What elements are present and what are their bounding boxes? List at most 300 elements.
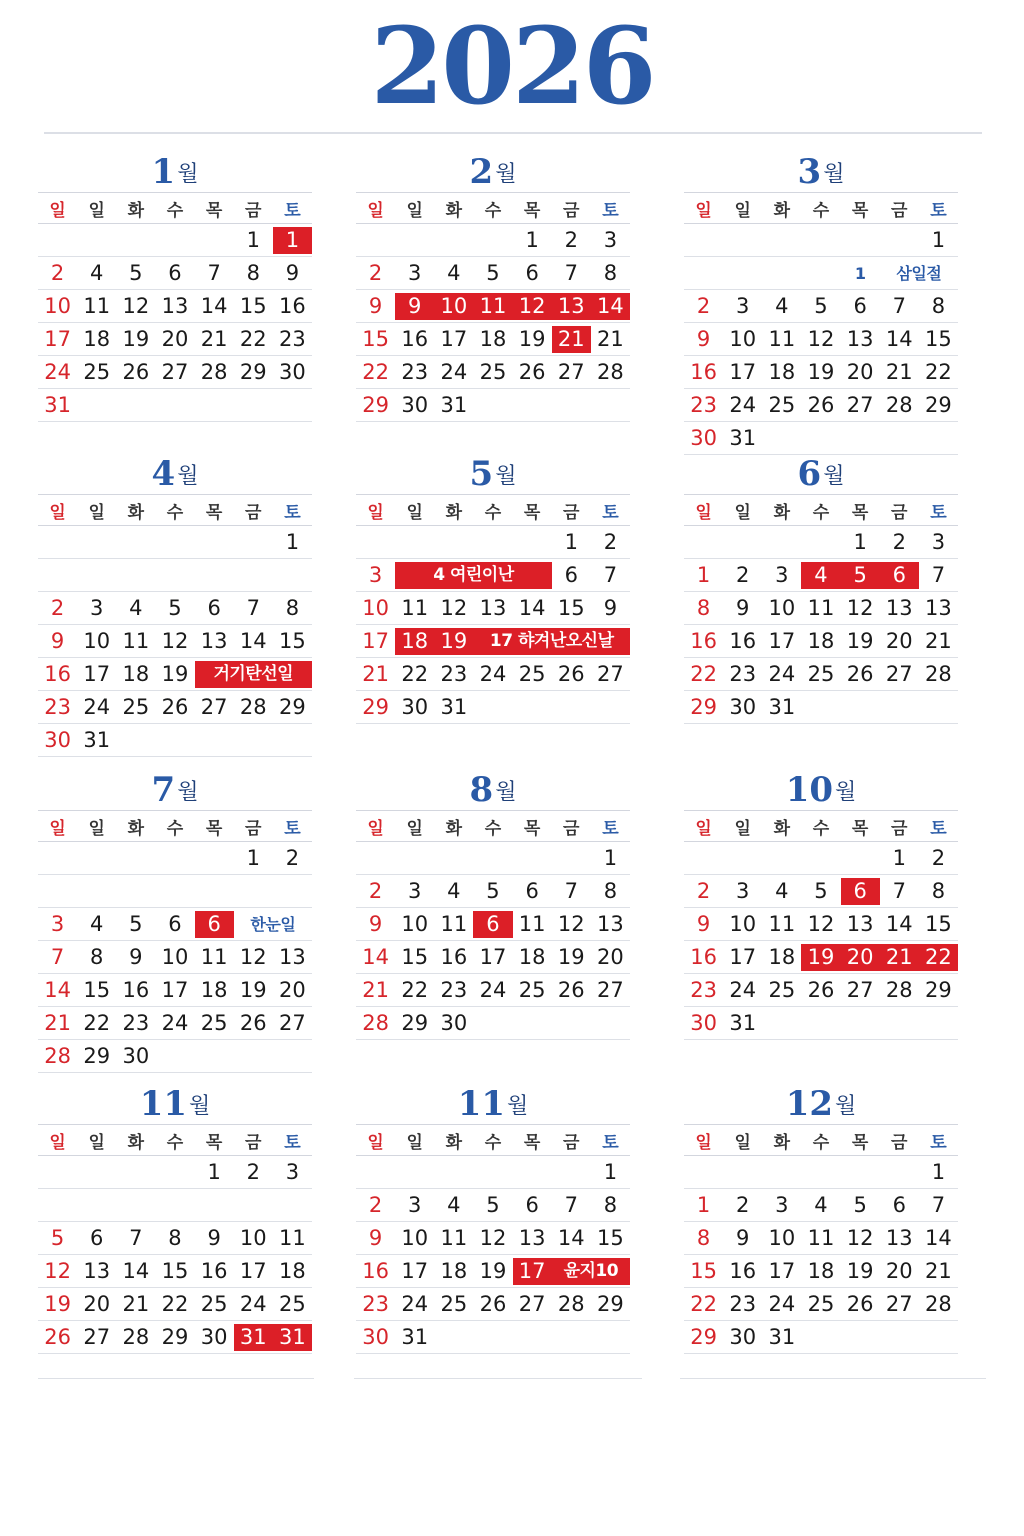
day-cell xyxy=(552,845,591,872)
day-cell: 28 xyxy=(239,694,267,719)
weekday-label: 일 xyxy=(406,502,423,523)
day-cell: 23 xyxy=(690,977,717,1002)
day-cell: 31 xyxy=(83,727,111,752)
week-row xyxy=(38,1007,312,1040)
holiday-label: 거기탄선일 xyxy=(195,661,312,688)
day-cell: 1 xyxy=(603,845,618,870)
day-cell: 2 xyxy=(696,878,711,903)
day-cell: 6 xyxy=(473,911,512,938)
day-cell xyxy=(723,845,762,872)
weekday-label: 수 xyxy=(812,502,830,523)
day-cell: 14 xyxy=(557,1225,585,1250)
week-row xyxy=(356,1222,630,1255)
day-cell: 28 xyxy=(885,977,913,1002)
day-cell: 18 xyxy=(807,1258,835,1283)
day-cell: 13 xyxy=(83,1258,111,1283)
weekday-label: 목 xyxy=(523,818,541,839)
day-cell: 9 xyxy=(368,293,383,318)
day-cell: 14 xyxy=(239,628,267,653)
day-cell: 15 xyxy=(362,326,389,351)
day-cell: 16 xyxy=(122,977,150,1002)
empty-cell xyxy=(116,727,312,754)
day-cell: 21 xyxy=(925,1258,952,1283)
day-cell: 21 xyxy=(362,661,389,686)
day-cell: 1 xyxy=(564,529,578,554)
month-title xyxy=(38,146,312,192)
day-cell: 26 xyxy=(807,392,835,417)
weekday-label: 화 xyxy=(445,200,463,221)
weekday-label: 수 xyxy=(812,1132,830,1153)
empty-cell xyxy=(155,1043,312,1070)
day-cell: 24 xyxy=(768,1291,796,1316)
day-cell: 13 xyxy=(846,326,874,351)
month-unit: 월 xyxy=(507,1094,529,1119)
day-cell: 2 xyxy=(50,595,65,620)
day-cell: 17 xyxy=(440,326,468,351)
week-row xyxy=(356,1288,630,1321)
day-cell: 28 xyxy=(597,359,624,384)
weekday-label: 일 xyxy=(695,200,712,221)
day-cell xyxy=(801,260,840,287)
month-number: 11 xyxy=(457,1084,506,1124)
week-row xyxy=(38,592,312,625)
day-cell: 27 xyxy=(279,1010,306,1035)
day-cell: 2 xyxy=(736,562,750,587)
week-row xyxy=(38,908,312,941)
weekday-label: 일 xyxy=(367,1132,384,1153)
day-cell: 6 xyxy=(525,1192,539,1217)
weekday-label: 토 xyxy=(930,818,947,839)
day-cell: 2 xyxy=(564,227,578,252)
week-row xyxy=(356,941,630,974)
day-cell: 10 xyxy=(161,944,189,969)
day-cell: 13 xyxy=(597,911,624,936)
weekday-label: 토 xyxy=(930,502,947,523)
day-cell: 16 xyxy=(690,628,717,653)
day-cell: 18 xyxy=(807,628,835,653)
month-block xyxy=(684,764,958,1040)
empty-cell xyxy=(38,1192,312,1219)
day-cell: 6 xyxy=(892,1192,906,1217)
day-cell: 1 xyxy=(207,1159,221,1184)
day-cell: 29 xyxy=(83,1043,111,1068)
weekday-label: 일 xyxy=(49,1132,66,1153)
month-number: 1 xyxy=(151,152,176,192)
day-cell xyxy=(116,1159,155,1186)
day-cell: 23 xyxy=(440,661,468,686)
day-cell: 16 xyxy=(729,628,757,653)
week-row xyxy=(38,974,312,1007)
week-row xyxy=(356,592,630,625)
day-cell: 17 xyxy=(401,1258,429,1283)
weekday-label: 토 xyxy=(284,502,301,523)
day-cell: 15 xyxy=(239,293,267,318)
day-cell: 1 xyxy=(246,845,260,870)
month-number: 11 xyxy=(139,1084,188,1124)
day-cell: 30 xyxy=(729,1324,757,1349)
day-cell: 24 xyxy=(729,392,757,417)
day-cell: 4 xyxy=(129,595,143,620)
day-cell: 20 xyxy=(841,944,880,971)
weekday-label: 수 xyxy=(166,1132,184,1153)
day-cell: 18 xyxy=(440,1258,468,1283)
weekday-label: 토 xyxy=(930,200,947,221)
day-cell: 19 xyxy=(161,661,189,686)
day-cell: 3 xyxy=(90,595,104,620)
month-block xyxy=(38,1078,312,1354)
day-cell: 12 xyxy=(122,293,150,318)
week-row xyxy=(38,1189,312,1222)
day-cell: 30 xyxy=(200,1324,228,1349)
day-cell: 17 xyxy=(768,1258,796,1283)
day-cell: 21 xyxy=(362,977,389,1002)
weekday-label: 수 xyxy=(812,818,830,839)
week-row xyxy=(684,1321,958,1354)
week-row xyxy=(38,658,312,691)
day-cell: 7 xyxy=(50,944,65,969)
month-number: 2 xyxy=(469,152,494,192)
day-cell: 24 xyxy=(440,359,468,384)
day-cell: 5 xyxy=(129,911,143,936)
empty-cell xyxy=(762,1010,958,1037)
weekday-label: 화 xyxy=(773,1132,791,1153)
day-cell: 7 xyxy=(564,1192,578,1217)
weekday-label: 일 xyxy=(49,818,66,839)
day-cell xyxy=(195,529,234,556)
day-cell: 9 xyxy=(736,595,750,620)
day-cell: 21 xyxy=(44,1010,71,1035)
day-cell: 6 xyxy=(90,1225,104,1250)
week-row xyxy=(38,290,312,323)
week-row xyxy=(684,323,958,356)
day-cell: 3 xyxy=(775,1192,789,1217)
week-row xyxy=(38,941,312,974)
day-cell xyxy=(434,1159,473,1186)
day-cell: 5 xyxy=(814,878,828,903)
weekday-label: 일 xyxy=(88,502,105,523)
day-cell: 25 xyxy=(479,359,507,384)
day-cell: 14 xyxy=(518,595,546,620)
weekday-label: 일 xyxy=(406,1132,423,1153)
day-cell: 19 xyxy=(44,1291,71,1316)
empty-cell xyxy=(434,1324,630,1351)
weekday-label: 금 xyxy=(891,502,908,523)
month-unit: 월 xyxy=(823,162,845,187)
day-cell: 3 xyxy=(408,1192,422,1217)
week-row xyxy=(356,356,630,389)
day-cell xyxy=(801,1159,840,1186)
day-cell: 9 xyxy=(285,260,300,285)
week-row xyxy=(684,691,958,724)
day-cell xyxy=(195,845,234,872)
day-cell: 17 xyxy=(729,359,757,384)
day-cell: 5 xyxy=(486,260,500,285)
day-cell: 16 xyxy=(690,359,717,384)
day-cell: 25 xyxy=(440,1291,468,1316)
week-row xyxy=(356,257,630,290)
day-cell: 23 xyxy=(362,1291,389,1316)
day-cell: 18 xyxy=(768,944,796,969)
day-cell: 11 xyxy=(807,595,835,620)
day-cell: 30 xyxy=(440,1010,468,1035)
empty-cell xyxy=(801,1324,958,1351)
bottom-divider xyxy=(680,1378,986,1379)
day-cell: 31 xyxy=(44,392,71,417)
day-cell: 30 xyxy=(362,1324,389,1349)
week-row xyxy=(356,625,630,658)
day-cell: 2 xyxy=(736,1192,750,1217)
weekday-label: 목 xyxy=(523,1132,541,1153)
day-cell: 12 xyxy=(440,595,468,620)
day-cell: 10 xyxy=(362,595,389,620)
day-cell: 9 xyxy=(368,1225,383,1250)
month-block xyxy=(684,1078,958,1354)
day-cell: 24 xyxy=(479,661,507,686)
week-row xyxy=(684,1156,958,1189)
week-row xyxy=(684,526,958,559)
day-cell: 3 xyxy=(408,260,422,285)
day-cell: 7 xyxy=(207,260,221,285)
weekday-header xyxy=(356,192,630,224)
day-cell: 4 xyxy=(447,878,461,903)
day-cell: 20 xyxy=(885,1258,913,1283)
day-cell: 19 xyxy=(434,628,473,655)
weekday-label: 일 xyxy=(49,502,66,523)
day-cell: 12 xyxy=(846,595,874,620)
month-block xyxy=(38,146,312,422)
day-cell: 18 xyxy=(395,628,434,655)
day-cell: 10 xyxy=(83,628,111,653)
day-cell xyxy=(473,529,512,556)
week-row xyxy=(684,592,958,625)
day-cell: 8 xyxy=(696,1225,711,1250)
week-row xyxy=(356,290,630,323)
day-cell: 7 xyxy=(603,562,618,587)
day-cell: 24 xyxy=(401,1291,429,1316)
day-cell: 26 xyxy=(557,977,585,1002)
day-cell: 16 xyxy=(401,326,429,351)
day-cell: 29 xyxy=(362,694,389,719)
day-cell: 6 xyxy=(880,562,919,589)
weekday-label: 화 xyxy=(445,818,463,839)
day-cell: 1 xyxy=(603,1159,618,1184)
empty-cell xyxy=(38,562,312,589)
week-row xyxy=(356,323,630,356)
day-cell: 5 xyxy=(486,1192,500,1217)
day-cell: 31 xyxy=(401,1324,429,1349)
weekday-label: 금 xyxy=(563,200,580,221)
day-cell xyxy=(684,260,723,287)
day-cell: 7 xyxy=(129,1225,143,1250)
day-cell xyxy=(880,227,919,254)
week-row xyxy=(38,1255,312,1288)
day-cell: 11 xyxy=(440,911,468,936)
day-cell: 19 xyxy=(122,326,150,351)
day-cell xyxy=(155,227,194,254)
day-cell: 12 xyxy=(557,911,585,936)
day-cell: 29 xyxy=(279,694,306,719)
day-cell: 4 xyxy=(775,878,789,903)
day-cell: 10 xyxy=(729,326,757,351)
week-row xyxy=(356,875,630,908)
day-cell xyxy=(513,529,552,556)
day-cell: 31 xyxy=(440,694,468,719)
weekday-label: 수 xyxy=(166,502,184,523)
week-row xyxy=(356,1189,630,1222)
day-cell: 22 xyxy=(83,1010,111,1035)
weekday-label: 화 xyxy=(445,1132,463,1153)
day-cell: 16 xyxy=(362,1258,389,1283)
empty-cell xyxy=(473,392,630,419)
weekday-label: 일 xyxy=(406,200,423,221)
month-unit: 월 xyxy=(835,1094,857,1119)
day-cell xyxy=(762,260,801,287)
day-cell: 31 xyxy=(768,1324,796,1349)
day-cell: 22 xyxy=(690,1291,717,1316)
day-cell: 11 xyxy=(768,326,796,351)
day-cell: 10 xyxy=(768,1225,796,1250)
week-row xyxy=(684,1222,958,1255)
day-cell xyxy=(762,845,801,872)
weekday-header xyxy=(38,494,312,526)
week-row xyxy=(38,257,312,290)
month-number: 7 xyxy=(151,770,176,810)
day-cell: 5 xyxy=(853,1192,867,1217)
day-cell: 12 xyxy=(513,293,552,320)
day-cell: 4 xyxy=(447,1192,461,1217)
weekday-label: 일 xyxy=(695,502,712,523)
day-cell: 17 xyxy=(768,628,796,653)
day-cell: 22 xyxy=(925,359,952,384)
day-cell: 15 xyxy=(925,326,952,351)
day-cell: 15 xyxy=(401,944,429,969)
day-cell: 26 xyxy=(239,1010,267,1035)
day-cell: 23 xyxy=(440,977,468,1002)
day-cell: 20 xyxy=(846,359,874,384)
month-title xyxy=(38,764,312,810)
day-cell: 25 xyxy=(122,694,150,719)
day-cell xyxy=(684,529,723,556)
day-cell xyxy=(762,227,801,254)
day-cell: 23 xyxy=(279,326,306,351)
day-cell xyxy=(155,529,194,556)
weekday-label: 목 xyxy=(205,818,223,839)
weekday-label: 목 xyxy=(205,200,223,221)
week-row xyxy=(684,389,958,422)
day-cell: 12 xyxy=(807,911,835,936)
day-cell xyxy=(723,227,762,254)
day-cell: 1 xyxy=(853,529,867,554)
month-number: 4 xyxy=(151,454,176,494)
day-cell: 1 xyxy=(931,1159,946,1184)
day-cell: 18 xyxy=(122,661,150,686)
week-row xyxy=(38,724,312,757)
day-cell: 21 xyxy=(122,1291,150,1316)
day-cell: 8 xyxy=(696,595,711,620)
day-cell: 12 xyxy=(239,944,267,969)
day-cell: 3 xyxy=(931,529,946,554)
day-cell: 6 xyxy=(564,562,578,587)
weekday-label: 화 xyxy=(127,1132,145,1153)
day-cell: 7 xyxy=(892,293,906,318)
day-cell: 20 xyxy=(83,1291,111,1316)
day-cell: 28 xyxy=(885,392,913,417)
day-cell xyxy=(513,1159,552,1186)
day-cell xyxy=(684,227,723,254)
weekday-label: 토 xyxy=(602,818,619,839)
day-cell: 11 xyxy=(518,911,546,936)
day-cell: 24 xyxy=(161,1010,189,1035)
day-cell: 4 xyxy=(814,1192,828,1217)
day-cell: 7 xyxy=(564,260,578,285)
day-cell: 29 xyxy=(690,1324,717,1349)
day-cell: 19 xyxy=(239,977,267,1002)
day-cell: 7 xyxy=(931,1192,946,1217)
day-cell xyxy=(395,529,434,556)
day-cell: 28 xyxy=(200,359,228,384)
day-cell: 22 xyxy=(161,1291,189,1316)
day-cell xyxy=(841,227,880,254)
day-cell: 30 xyxy=(690,1010,717,1035)
weekday-label: 화 xyxy=(773,818,791,839)
weekday-label: 일 xyxy=(367,502,384,523)
day-cell: 6 xyxy=(525,260,539,285)
week-row xyxy=(684,842,958,875)
day-cell: 22 xyxy=(401,661,429,686)
day-cell: 15 xyxy=(690,1258,717,1283)
day-cell: 6 xyxy=(207,595,221,620)
month-unit: 월 xyxy=(177,464,199,489)
day-cell: 3 xyxy=(736,878,750,903)
month-block xyxy=(38,448,312,757)
day-cell: 8 xyxy=(285,595,300,620)
weekday-label: 금 xyxy=(563,502,580,523)
day-cell: 13 xyxy=(200,628,228,653)
week-row xyxy=(38,389,312,422)
month-unit: 월 xyxy=(495,162,517,187)
day-cell: 18 xyxy=(479,326,507,351)
day-cell: 4 xyxy=(801,562,840,589)
day-cell: 9 xyxy=(696,326,711,351)
day-cell: 30 xyxy=(729,694,757,719)
day-cell: 25 xyxy=(807,1291,835,1316)
week-row xyxy=(356,974,630,1007)
month-unit: 월 xyxy=(495,464,517,489)
holiday-label: 한눈일 xyxy=(250,914,296,934)
weekday-label: 일 xyxy=(734,818,751,839)
day-cell: 16 xyxy=(440,944,468,969)
day-cell: 30 xyxy=(122,1043,150,1068)
day-cell: 23 xyxy=(122,1010,150,1035)
day-cell: 1 xyxy=(696,562,711,587)
day-cell: 18 xyxy=(200,977,228,1002)
day-cell: 19 xyxy=(846,1258,874,1283)
day-cell: 2 xyxy=(368,878,383,903)
weekday-label: 일 xyxy=(367,818,384,839)
day-cell xyxy=(684,1159,723,1186)
weekday-label: 금 xyxy=(245,818,262,839)
day-cell: 10 xyxy=(434,293,473,320)
week-row xyxy=(684,1189,958,1222)
day-cell: 8 xyxy=(931,293,946,318)
weekday-label: 토 xyxy=(284,200,301,221)
day-cell xyxy=(723,1159,762,1186)
day-cell: 14 xyxy=(200,293,228,318)
week-row xyxy=(356,1321,630,1354)
day-cell xyxy=(473,845,512,872)
week-row xyxy=(684,1255,958,1288)
day-cell: 17 xyxy=(44,326,71,351)
